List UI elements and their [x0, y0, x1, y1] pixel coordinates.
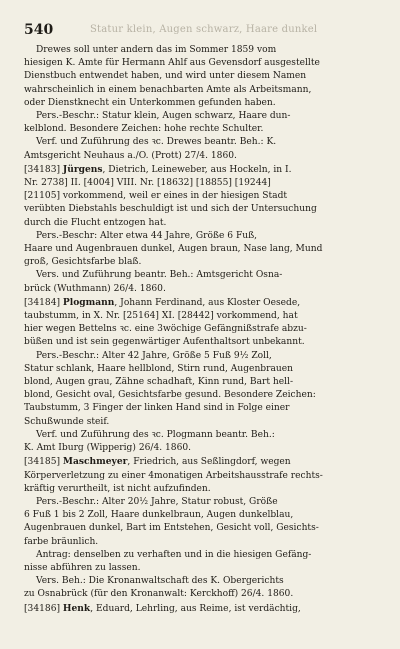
text-line: [21105] vorkommend, weil er eines in der hiesigen Stadt: [24, 191, 288, 202]
text-line: oder Dienstknecht ein Unterkommen gefunden haben.: [24, 97, 276, 108]
text-line: kelblond. Besondere Zeichen: hohe rechte Schulter.: [24, 124, 264, 135]
text-line: Körperverletzung zu einer 4monatigen Arbeitshausstrafe rechts-: [24, 470, 323, 481]
text-line: [24, 455, 378, 469]
bleed-through-text: Statur klein, Augen schwarz, Haare dunkel: [90, 24, 318, 35]
text-line: Nr. 2738] II. [4004] VIII. Nr. [18632] [18855] [19244]: [24, 178, 271, 189]
text-line: Statur schlank, Haare hellblond, Stirn rund, Augenbrauen: [24, 363, 293, 374]
entry-text: , Friedrich, aus Seßlingdorf, wegen: [127, 457, 291, 468]
text-line: Dienstbuch entwendet haben, und wird unter diesem Namen: [24, 71, 307, 82]
text-line: Vers. und Zuführung beantr. Beh.: Amtsgericht Osna-: [36, 270, 283, 281]
page-number: 540: [24, 22, 54, 38]
text-line: nisse abführen zu lassen.: [24, 562, 141, 573]
text-line: K. Amt Iburg (Wipperig) 26/4. 1860.: [24, 443, 192, 454]
text-line: büßen und ist sein gegenwärtiger Aufenthaltsort unbekannt.: [24, 337, 305, 348]
text-line: zu Osnabrück (für den Kronanwalt: Kerckhoff) 26/4. 1860.: [24, 589, 294, 600]
text-line: Drewes soll unter andern das im Sommer 1859 vom: [36, 45, 277, 55]
text-line: Schußwunde steif.: [24, 416, 110, 427]
text-line: [24, 163, 378, 177]
text-line: blond, Gesicht oval, Gesichtsfarbe gesund. Besondere Zeichen:: [24, 390, 316, 401]
text-line: durch die Flucht entzogen hat.: [24, 217, 167, 228]
entry-text: , Dietrich, Leineweber, aus Hockeln, in I.: [102, 164, 292, 175]
text-line: Pers.-Beschr.: Alter 20½ Jahre, Statur robust, Größe: [36, 496, 278, 507]
text-line: Pers.-Beschr.: Alter 42 Jahre, Größe 5 Fuß 9½ Zoll,: [36, 350, 272, 361]
entry-prefix: [34184]: [24, 297, 63, 308]
text-line: Augenbrauen dunkel, Bart im Entstehen, Gesicht voll, Gesichts-: [24, 523, 319, 534]
person-name: Plogmann: [62, 296, 115, 308]
text-line: [24, 602, 378, 616]
entry-text: , Eduard, Lehrling, aus Reime, ist verdächtig,: [90, 603, 301, 614]
entry-prefix: [34186]: [24, 603, 63, 614]
text-line: groß, Gesichtsfarbe blaß.: [24, 257, 142, 268]
entry-prefix: [34183]: [24, 164, 63, 175]
person-name: Jürgens: [62, 163, 103, 175]
text-line: Vers. Beh.: Die Kronanwaltschaft des K. Obergerichts: [36, 576, 284, 587]
text-line: wahrscheinlich in einem benachbarten Amte als Arbeitsmann,: [24, 84, 312, 95]
text-line: hiesigen K. Amte für Hermann Ahlf aus Gevensdorf ausgestellte: [24, 58, 320, 69]
text-line: farbe bräunlich.: [24, 536, 99, 547]
text-line: Verf. und Zuführung des ꝛc. Drewes beantr. Beh.: K.: [36, 137, 277, 148]
text-line: hier wegen Bettelns ꝛc. eine 3wöchige Gefängnißstrafe abzu-: [24, 324, 307, 335]
text-line: Pers.-Beschr.: Statur klein, Augen schwarz, Haare dun-: [36, 111, 291, 122]
person-name: Maschmeyer: [62, 456, 128, 468]
text-line: Verf. und Zuführung des ꝛc. Plogmann beantr. Beh.:: [36, 429, 275, 440]
text-line: blond, Augen grau, Zähne schadhaft, Kinn rund, Bart hell-: [24, 377, 294, 388]
entry-prefix: [34185]: [24, 457, 63, 468]
text-line: 6 Fuß 1 bis 2 Zoll, Haare dunkelbraun, Augen dunkelblau,: [24, 510, 294, 521]
text-line: Pers.-Beschr: Alter etwa 44 Jahre, Größe 6 Fuß,: [36, 230, 258, 241]
text-line: Antrag: denselben zu verhaften und in die hiesigen Gefäng-: [36, 549, 312, 560]
entry-text: , Johann Ferdinand, aus Kloster Oesede,: [114, 297, 301, 308]
text-line: Amtsgericht Neuhaus a./O. (Prott) 27/4. 1860.: [24, 150, 237, 161]
person-name: Henk: [62, 602, 91, 614]
text-line: Taubstumm, 3 Finger der linken Hand sind in Folge einer: [24, 403, 290, 414]
text-line: brück (Wuthmann) 26/4. 1860.: [24, 283, 166, 294]
text-line: Haare und Augenbrauen dunkel, Augen braun, Nase lang, Mund: [24, 244, 323, 255]
text-line: verübten Diebstahls beschuldigt ist und sich der Untersuchung: [24, 204, 317, 215]
text-line: taubstumm, in X. Nr. [25164] XI. [28442] vorkommend, hat: [24, 311, 298, 322]
text-line: kräftig verurtheilt, ist nicht aufzufinden.: [24, 483, 211, 494]
document-body: [24, 44, 378, 616]
text-line: [24, 296, 378, 310]
